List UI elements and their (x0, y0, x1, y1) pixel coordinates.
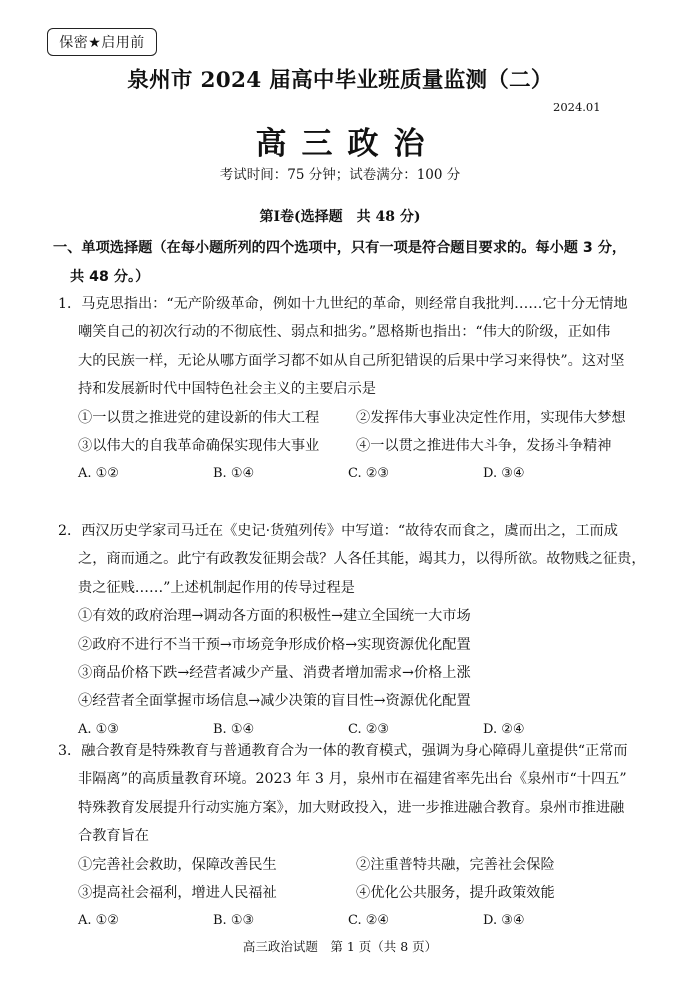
part-title: 第Ⅰ卷(选择题 共 48 分) (259, 209, 421, 225)
option-4: ④优化公共服务，提升政策效能 (356, 885, 555, 902)
option-4: ④经营者全面掌握市场信息→减少决策的盲目性→资源优化配置 (78, 693, 471, 710)
option-1: ①有效的政府治理→调动各方面的积极性→建立全国统一大市场 (78, 608, 471, 625)
exam-date: 2024.01 (553, 100, 601, 114)
question-stem-line: 合教育旨在 (78, 828, 149, 845)
question-stem-line: 持和发展新时代中国特色社会主义的主要启示是 (78, 381, 376, 398)
option-2: ②政府不进行不当干预→市场竞争形成价格→实现资源优化配置 (78, 636, 471, 653)
option-3: ③商品价格下跌→经营者减少产量、消费者增加需求→价格上涨 (78, 665, 471, 682)
option-4: ④一以贯之推进伟大斗争，发扬斗争精神 (356, 438, 612, 455)
answer-a: A. ①③ (78, 721, 119, 737)
question-stem-line: 贵之征贱……”上述机制起作用的传导过程是 (78, 579, 355, 596)
answer-b: B. ①④ (213, 466, 255, 482)
answer-d: D. ③④ (483, 913, 525, 929)
answer-choices (58, 907, 640, 935)
answer-d: D. ②④ (483, 721, 525, 737)
option-row (58, 851, 640, 879)
question-stem-line: 2．西汉历史学家司马迁在《史记·货殖列传》中写道：“故待农而食之，虞而出之，工而成 (58, 523, 618, 539)
option-row (58, 404, 640, 432)
question-3 (58, 737, 640, 936)
answer-b: B. ①③ (213, 913, 255, 929)
answer-a: A. ①② (78, 913, 119, 929)
option-1: ①完善社会救助，保障改善民生 (78, 856, 277, 873)
answer-c: C. ②③ (348, 721, 390, 737)
exam-title: 泉州市 2024 届高中毕业班质量监测（二） (127, 68, 553, 93)
answer-d: D. ③④ (483, 466, 525, 482)
answer-b: B. ①④ (213, 721, 255, 737)
question-stem-line: 3．融合教育是特殊教育与普通教育合为一体的教育模式，强调为身心障碍儿童提供“正常而 (58, 743, 628, 759)
question-stem-line: 嘲笑自己的初次行动的不彻底性、弱点和拙劣。”恩格斯也指出：“伟大的阶级，正如伟 (78, 324, 611, 341)
section-heading-line2: 共 48 分。） (70, 268, 150, 285)
option-3: ③以伟大的自我革命确保实现伟大事业 (78, 438, 320, 455)
question-stem-line: 大的民族一样，无论从哪方面学习都不如从自己所犯错误的后果中学习来得快”。这对坚 (78, 352, 625, 369)
answer-choices (58, 460, 640, 488)
answer-a: A. ①② (78, 466, 119, 482)
subject-title: 高三政治 (255, 126, 440, 162)
exam-info: 考试时间：75 分钟；试卷满分：100 分 (219, 167, 461, 183)
section-heading-line1: 一、单项选择题（在每小题所列的四个选项中，只有一项是符合题目要求的。每小题 3 分， (53, 240, 627, 256)
option-row (58, 432, 640, 460)
confidential-badge: 保密★启用前 (47, 28, 157, 56)
option-2: ②发挥伟大事业决定性作用，实现伟大梦想 (356, 409, 626, 426)
answer-c: C. ②④ (348, 913, 390, 929)
option-row (58, 879, 640, 907)
option-2: ②注重普特共融，完善社会保险 (356, 856, 555, 873)
page-footer: 高三政治试题 第 1 页（共 8 页） (242, 939, 438, 954)
question-stem-line: 特殊教育发展提升行动实施方案》，加大财政投入，进一步推进融合教育。泉州市推进融 (78, 799, 625, 816)
question-stem-line: 之，商而通之。此宁有政教发征期会哉？人各任其能，竭其力，以得所欲。故物贱之征贵， (78, 551, 646, 568)
answer-c: C. ②③ (348, 466, 390, 482)
question-2 (58, 517, 646, 744)
section-heading (53, 234, 633, 291)
question-stem-line: 非隔离”的高质量教育环境。2023 年 3 月，泉州市在福建省率先出台《泉州市“十四五” (78, 771, 627, 788)
question-stem-line: 1．马克思指出：“无产阶级革命，例如十九世纪的革命，则经常自我批判……它十分无情地 (58, 296, 628, 312)
option-3: ③提高社会福利，增进人民福祉 (78, 885, 277, 902)
option-1: ①一以贯之推进党的建设新的伟大工程 (78, 409, 320, 426)
question-1 (58, 290, 640, 489)
